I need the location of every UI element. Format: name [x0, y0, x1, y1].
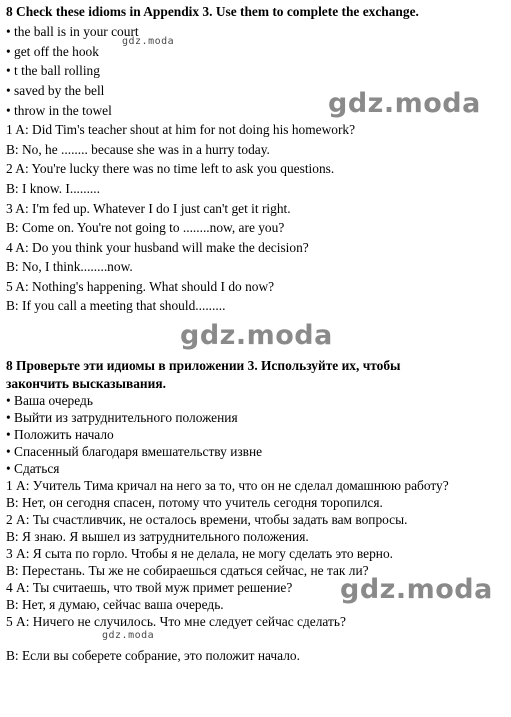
idiom-item: • t the ball rolling: [6, 63, 100, 78]
dialogue-line: 4 А: Ты считаешь, что твой муж примет решение?: [6, 580, 293, 595]
english-heading: 8 Check these idioms in Appendix 3. Use them to complete the exchange.: [6, 4, 419, 19]
dialogue-line: B: No, I think........now.: [6, 259, 133, 274]
idiom-item: • the ball is in your court: [6, 24, 139, 39]
idiom-item: • Ваша очередь: [6, 393, 93, 408]
russian-heading-line2: закончить высказывания.: [6, 376, 166, 391]
dialogue-line: В: Перестань. Ты же не собираешься сдаться сейчас, не так ли?: [6, 563, 369, 578]
dialogue-line: B: Come on. You're not going to ........now, are you?: [6, 220, 285, 235]
dialogue-line: 4 A: Do you think your husband will make the decision?: [6, 240, 309, 255]
idiom-item: • Положить начало: [6, 427, 114, 442]
idiom-item: • Спасенный благодаря вмешательству извне: [6, 444, 263, 459]
idiom-item: • throw in the towel: [6, 103, 112, 118]
watermark-large: gdz.moda: [328, 88, 481, 119]
watermark-large: gdz.moda: [180, 320, 333, 351]
dialogue-line: 3 A: I'm fed up. Whatever I do I just can't get it right.: [6, 201, 291, 216]
idiom-item: • Выйти из затруднительного положения: [6, 410, 238, 425]
watermark-small: gdz.moda: [122, 36, 175, 47]
dialogue-line: 2 А: Ты счастливчик, не осталось времени, чтобы задать вам вопросы.: [6, 512, 408, 527]
dialogue-line: 3 А: Я сыта по горло. Чтобы я не делала, не могу сделать это верно.: [6, 546, 393, 561]
russian-heading-line1: 8 Проверьте эти идиомы в приложении 3. Используйте их, чтобы: [6, 358, 401, 373]
dialogue-line: 5 А: Ничего не случилось. Что мне следует сейчас сделать?: [6, 614, 346, 629]
idiom-item: • saved by the bell: [6, 83, 105, 98]
dialogue-line: В: Если вы соберете собрание, это положит начало.: [6, 648, 300, 663]
dialogue-line: В: Я знаю. Я вышел из затруднительного положения.: [6, 529, 309, 544]
dialogue-line: B: No, he ........ because she was in a hurry today.: [6, 142, 270, 157]
dialogue-line: В: Нет, он сегодня спасен, потому что учитель сегодня торопился.: [6, 495, 383, 510]
dialogue-line: 2 A: You're lucky there was no time left to ask you questions.: [6, 161, 335, 176]
dialogue-line: 1 А: Учитель Тима кричал на него за то, что он не сделал домашнюю работу?: [6, 478, 449, 493]
dialogue-line: B: If you call a meeting that should.........: [6, 298, 226, 313]
dialogue-line: 5 A: Nothing's happening. What should I do now?: [6, 279, 275, 294]
idiom-item: • get off the hook: [6, 44, 99, 59]
dialogue-line: В: Нет, я думаю, сейчас ваша очередь.: [6, 597, 224, 612]
idiom-item: • Сдаться: [6, 461, 60, 476]
watermark-large: gdz.moda: [340, 574, 493, 605]
watermark-small: gdz.moda: [102, 630, 155, 641]
dialogue-line: 1 A: Did Tim's teacher shout at him for not doing his homework?: [6, 122, 356, 137]
dialogue-line: B: I know. I.........: [6, 181, 100, 196]
